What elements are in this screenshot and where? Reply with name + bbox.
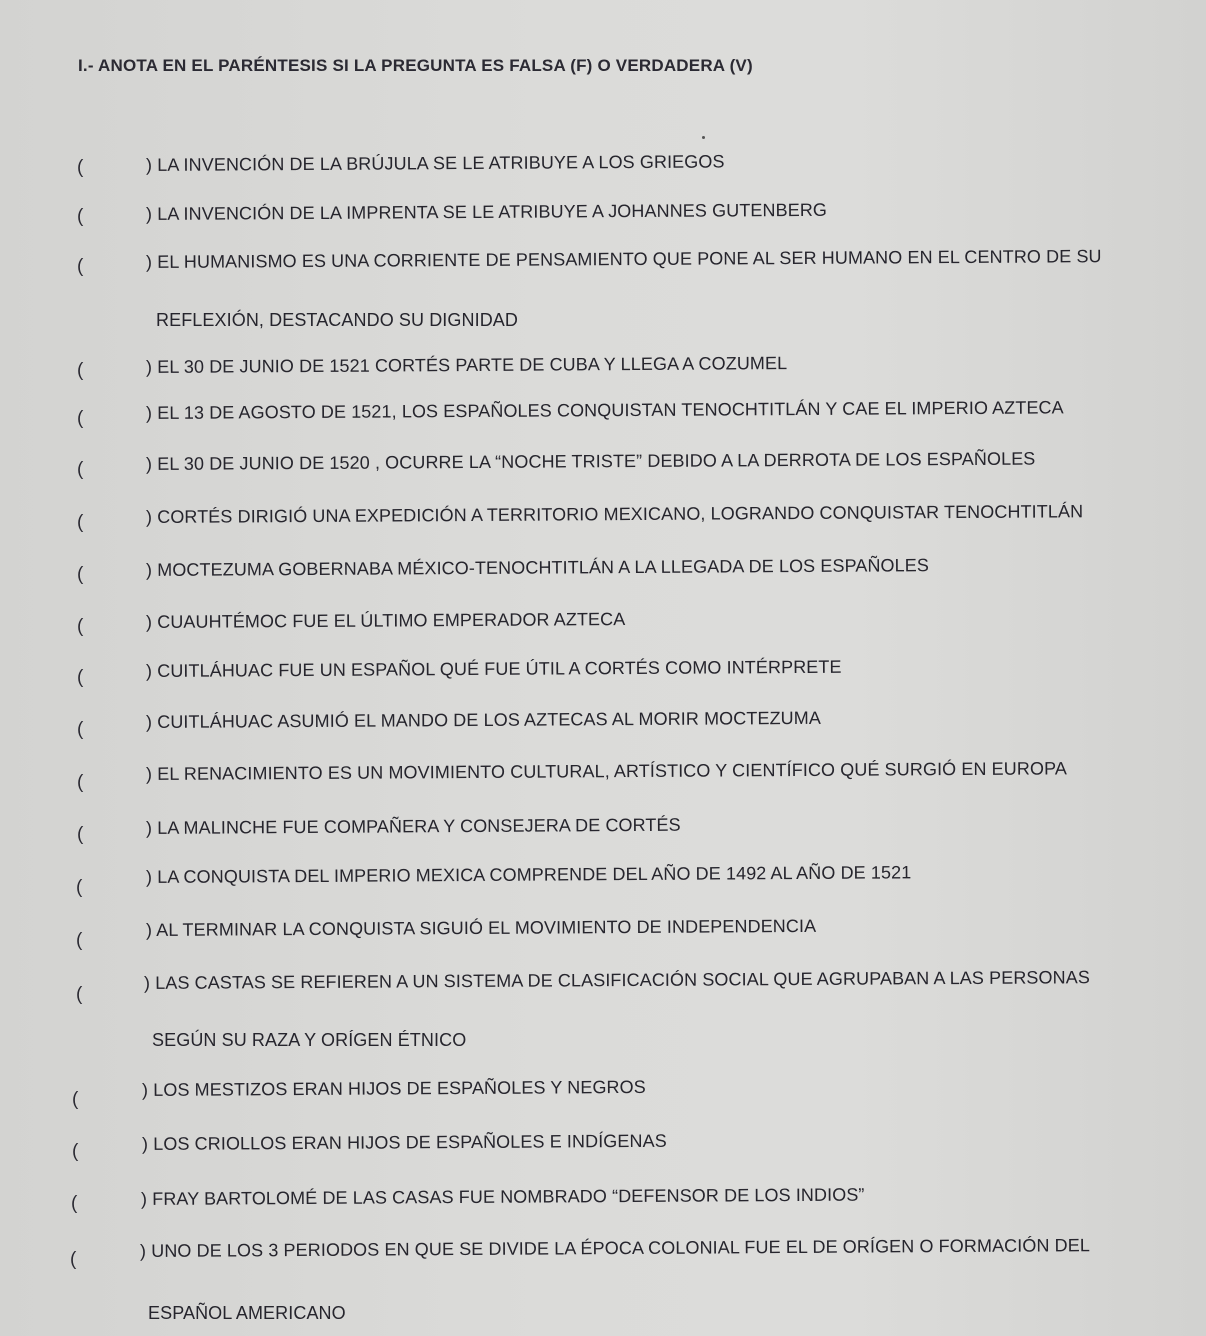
question-text: ) CORTÉS DIRIGIÓ UNA EXPEDICIÓN A TERRITORIO MEXICANO, LOGRANDO CONQUISTAR TENOCHTITLÁN bbox=[145, 501, 1084, 527]
answer-paren: ( bbox=[72, 1141, 79, 1162]
question-text: ) EL 13 DE AGOSTO DE 1521, LOS ESPAÑOLES CONQUISTAN TENOCHTITLÁN Y CAE EL IMPERIO AZTECA bbox=[145, 397, 1064, 423]
answer-paren: ( bbox=[72, 1089, 79, 1110]
question-text: ) LA INVENCIÓN DE LA IMPRENTA SE LE ATRIBUYE A JOHANNES GUTENBERG bbox=[145, 199, 828, 224]
question-text: ) EL HUMANISMO ES UNA CORRIENTE DE PENSAMIENTO QUE PONE AL SER HUMANO EN EL CENTRO DE SU bbox=[145, 246, 1102, 272]
question-continuation: SEGÚN SU RAZA Y ORÍGEN ÉTNICO bbox=[152, 1030, 467, 1050]
answer-paren: ( bbox=[77, 824, 84, 845]
question-text: ) LA MALINCHE FUE COMPAÑERA Y CONSEJERA DE CORTÉS bbox=[145, 814, 681, 838]
answer-paren: ( bbox=[71, 1193, 78, 1214]
question-continuation: ESPAÑOL AMERICANO bbox=[148, 1303, 346, 1323]
question-text: ) LA INVENCIÓN DE LA BRÚJULA SE LE ATRIBUYE A LOS GRIEGOS bbox=[145, 151, 725, 175]
answer-paren: ( bbox=[76, 930, 83, 951]
answer-paren: ( bbox=[77, 772, 84, 793]
question-text: ) EL 30 DE JUNIO DE 1520 , OCURRE LA “NOCHE TRISTE” DEBIDO A LA DERROTA DE LOS ESPAÑOLES bbox=[145, 448, 1036, 474]
question-text: ) LAS CASTAS SE REFIEREN A UN SISTEMA DE CLASIFICACIÓN SOCIAL QUE AGRUPABAN A LAS PERSONAS bbox=[143, 967, 1090, 993]
answer-paren: ( bbox=[77, 360, 84, 381]
answer-paren: ( bbox=[77, 719, 84, 740]
question-text: ) CUITLÁHUAC ASUMIÓ EL MANDO DE LOS AZTECAS AL MORIR MOCTEZUMA bbox=[145, 707, 822, 732]
answer-paren: ( bbox=[76, 877, 83, 898]
answer-paren: ( bbox=[70, 1249, 77, 1270]
question-text: ) EL RENACIMIENTO ES UN MOVIMIENTO CULTURAL, ARTÍSTICO Y CIENTÍFICO QUÉ SURGIÓ EN EUROPA bbox=[145, 758, 1067, 784]
answer-paren: ( bbox=[77, 616, 84, 637]
answer-paren: ( bbox=[77, 256, 84, 277]
question-text: ) CUITLÁHUAC FUE UN ESPAÑOL QUÉ FUE ÚTIL A CORTÉS COMO INTÉRPRETE bbox=[145, 656, 842, 681]
answer-paren: ( bbox=[77, 512, 84, 533]
question-text: ) MOCTEZUMA GOBERNABA MÉXICO-TENOCHTITLÁN A LA LLEGADA DE LOS ESPAÑOLES bbox=[145, 555, 930, 580]
answer-paren: ( bbox=[77, 564, 84, 585]
question-text: ) LOS MESTIZOS ERAN HIJOS DE ESPAÑOLES Y NEGROS bbox=[141, 1076, 646, 1100]
question-text: ) LOS CRIOLLOS ERAN HIJOS DE ESPAÑOLES E INDÍGENAS bbox=[141, 1130, 667, 1154]
answer-paren: ( bbox=[77, 157, 84, 178]
question-text: ) CUAUHTÉMOC FUE EL ÚLTIMO EMPERADOR AZTECA bbox=[145, 609, 626, 632]
question-text: ) AL TERMINAR LA CONQUISTA SIGUIÓ EL MOVIMIENTO DE INDEPENDENCIA bbox=[145, 915, 817, 940]
answer-paren: ( bbox=[77, 667, 84, 688]
answer-paren: ( bbox=[77, 459, 84, 480]
question-continuation: REFLEXIÓN, DESTACANDO SU DIGNIDAD bbox=[156, 310, 519, 330]
question-text: ) FRAY BARTOLOMÉ DE LAS CASAS FUE NOMBRADO “DEFENSOR DE LOS INDIOS” bbox=[140, 1184, 865, 1209]
question-text: ) LA CONQUISTA DEL IMPERIO MEXICA COMPRENDE DEL AÑO DE 1492 AL AÑO DE 1521 bbox=[145, 862, 912, 887]
answer-paren: ( bbox=[76, 984, 83, 1005]
question-text: ) UNO DE LOS 3 PERIODOS EN QUE SE DIVIDE LA ÉPOCA COLONIAL FUE EL DE ORÍGEN O FORMACIÓN DEL bbox=[139, 1235, 1091, 1261]
question-text: ) EL 30 DE JUNIO DE 1521 CORTÉS PARTE DE CUBA Y LLEGA A COZUMEL bbox=[145, 353, 788, 377]
ink-dot bbox=[702, 136, 705, 139]
worksheet-title: I.- ANOTA EN EL PARÉNTESIS SI LA PREGUNTA ES FALSA (F) O VERDADERA (V) bbox=[78, 56, 753, 75]
answer-paren: ( bbox=[77, 206, 84, 227]
answer-paren: ( bbox=[77, 408, 84, 429]
